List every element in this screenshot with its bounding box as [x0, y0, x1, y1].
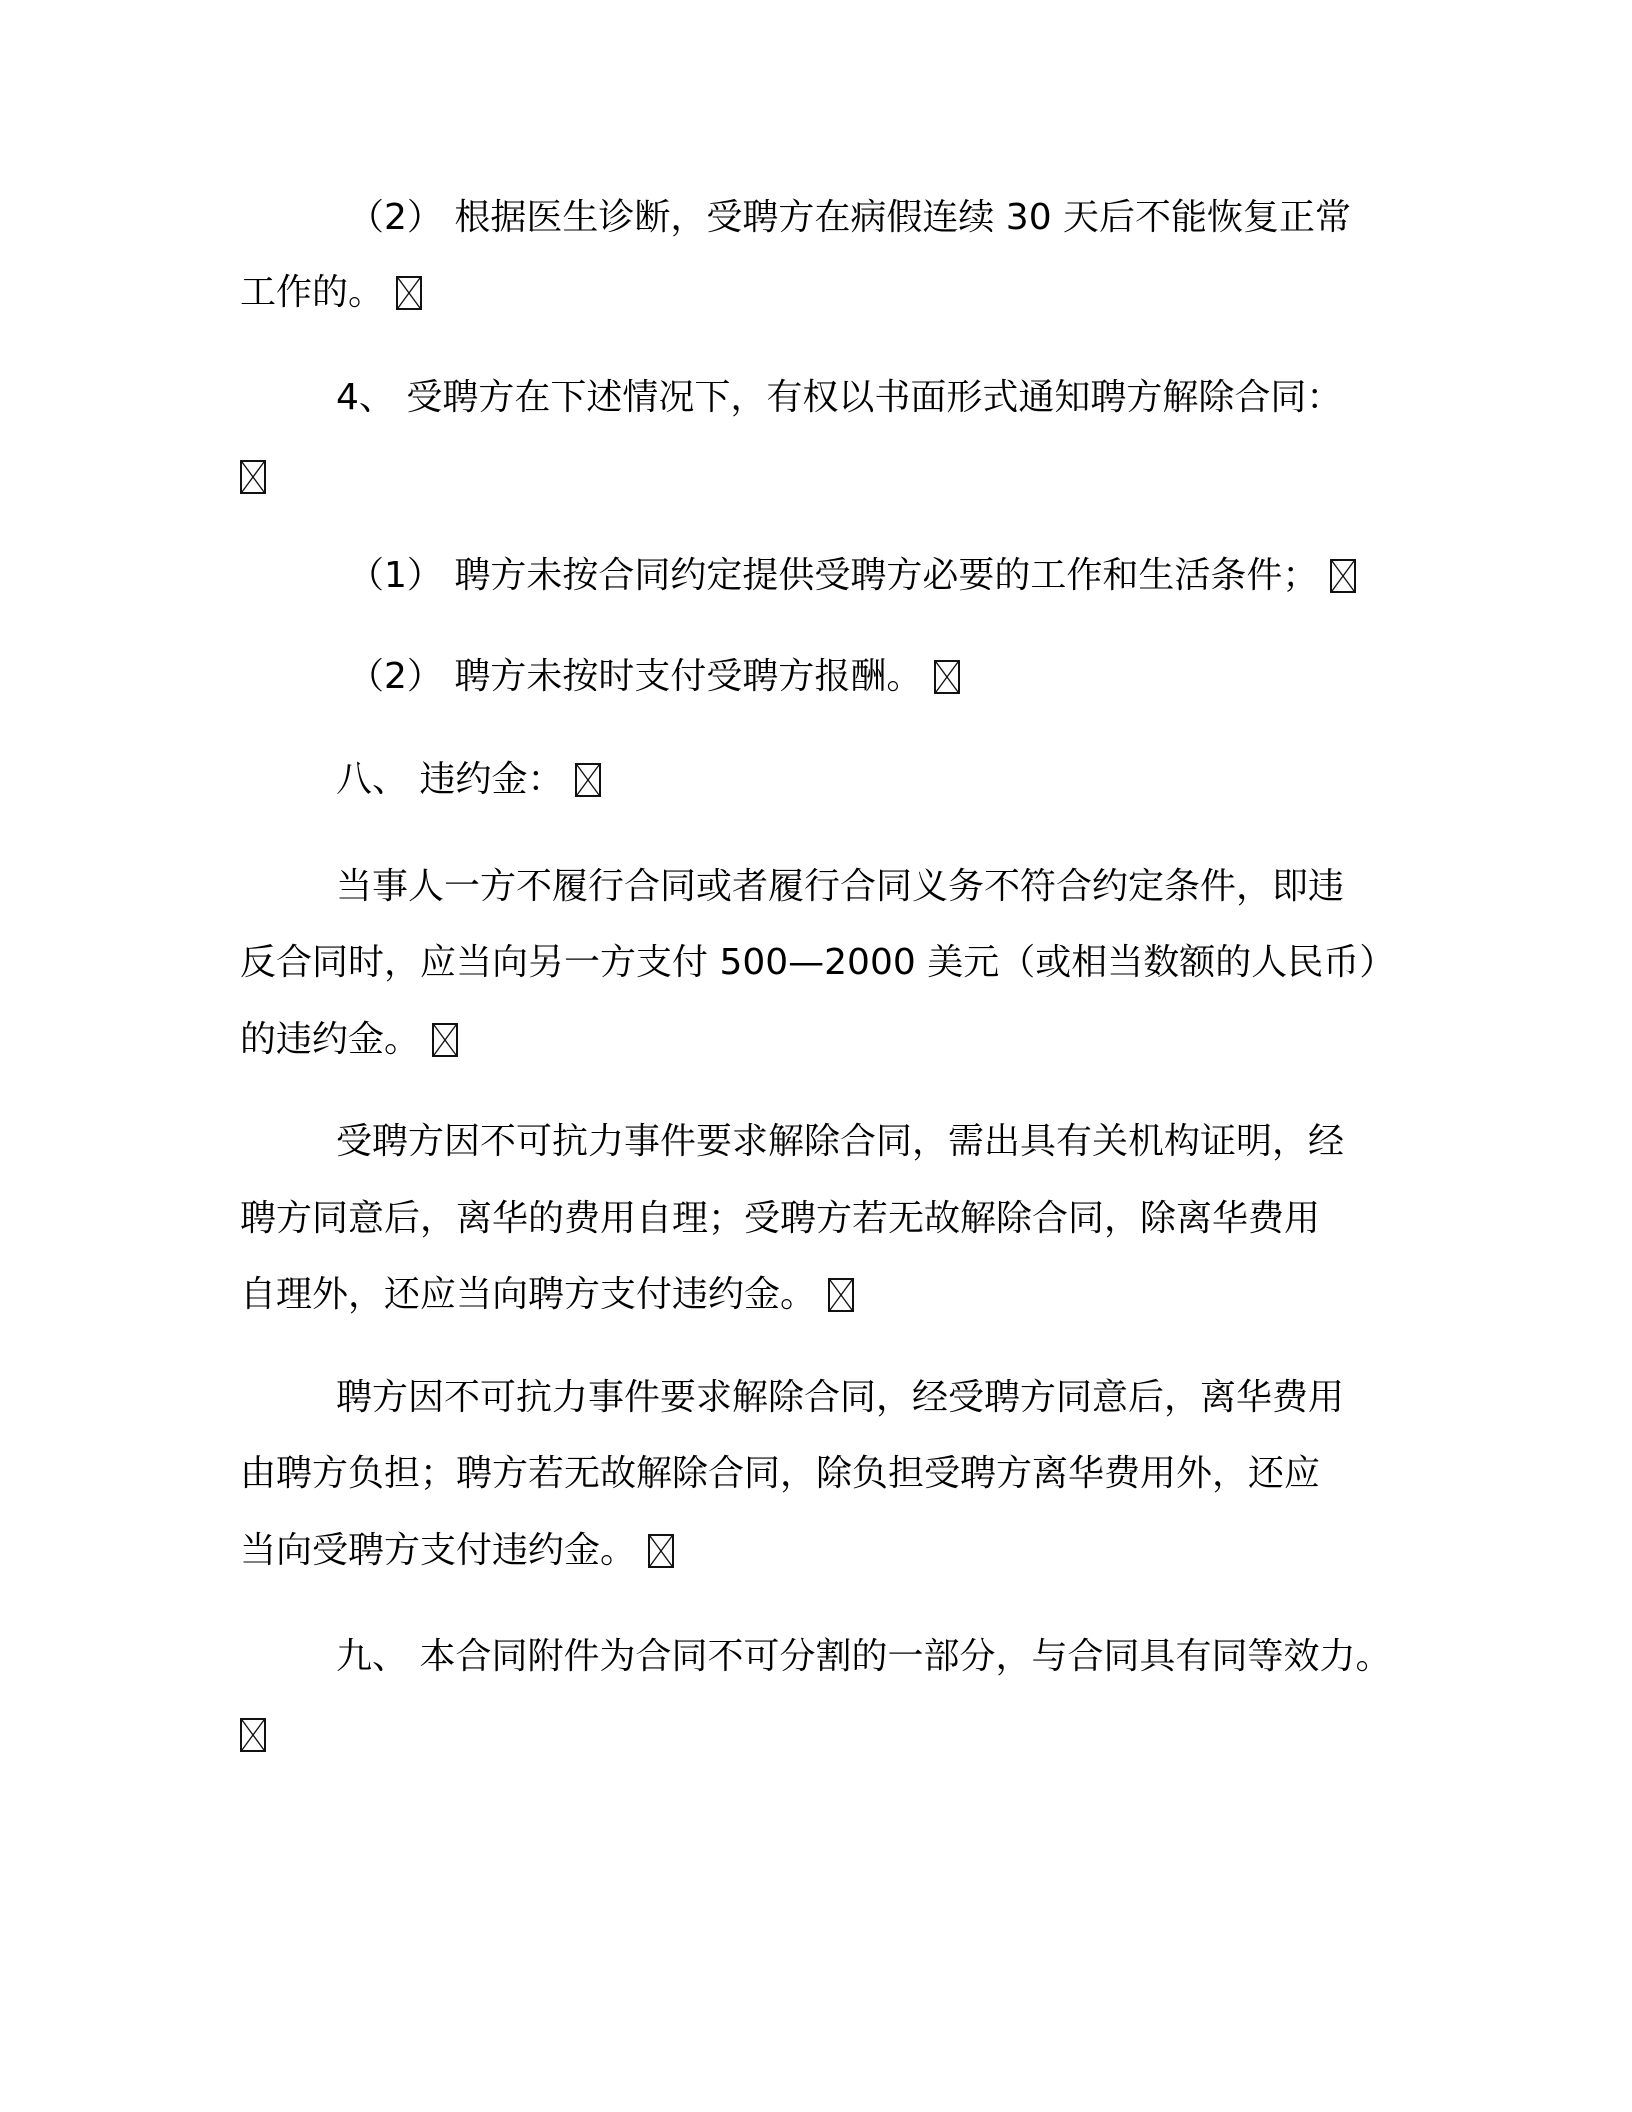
text-line: 受聘方因不可抗力事件要求解除合同，需出具有关机构证明，经 — [336, 1121, 1345, 1162]
text-line: （1） 聘方未按合同约定提供受聘方必要的工作和生活条件； — [348, 555, 1319, 596]
paragraph-line — [336, 1373, 1344, 1423]
text-line: 九、 本合同附件为合同不可分割的一部分，与合同具有同等效力。 — [336, 1636, 1392, 1677]
missing-glyph-box-icon — [828, 1278, 854, 1312]
missing-glyph-box-icon — [240, 460, 266, 494]
paragraph-line — [240, 268, 422, 318]
paragraph-line — [240, 1449, 1320, 1499]
text-line: 八、 违约金： — [336, 759, 564, 800]
text-line: 由聘方负担；聘方若无故解除合同，除负担受聘方离华费用外，还应 — [240, 1453, 1321, 1494]
paragraph-line — [348, 652, 960, 702]
paragraph-line — [240, 452, 266, 502]
missing-glyph-box-icon — [575, 763, 601, 797]
text-line: （2） 根据医生诊断，受聘方在病假连续 30 天后不能恢复正常 — [348, 197, 1352, 238]
paragraph-line — [240, 1710, 266, 1760]
missing-glyph-box-icon — [1330, 559, 1356, 593]
paragraph-line — [348, 551, 1356, 601]
text-line: （2） 聘方未按时支付受聘方报酬。 — [348, 656, 923, 697]
text-line: 聘方同意后，离华的费用自理；受聘方若无故解除合同，除离华费用 — [240, 1198, 1321, 1239]
paragraph-line — [240, 1194, 1320, 1244]
text-line: 4、 受聘方在下述情况下，有权以书面形式通知聘方解除合同： — [336, 377, 1343, 418]
text-line: 反合同时，应当向另一方支付 500—2000 美元（或相当数额的人民币） — [240, 942, 1396, 983]
text-line: 的违约金。 — [240, 1019, 421, 1060]
paragraph-line — [240, 1015, 458, 1065]
paragraph-line — [336, 373, 1342, 423]
paragraph-line — [240, 1526, 674, 1576]
text-line: 自理外，还应当向聘方支付违约金。 — [240, 1274, 817, 1315]
missing-glyph-box-icon — [648, 1534, 674, 1568]
missing-glyph-box-icon — [934, 660, 960, 694]
missing-glyph-box-icon — [240, 1718, 266, 1752]
paragraph-line — [240, 938, 1395, 988]
paragraph-line — [348, 193, 1351, 243]
missing-glyph-box-icon — [432, 1023, 458, 1057]
section-heading — [336, 1632, 1391, 1682]
missing-glyph-box-icon — [396, 276, 422, 310]
paragraph-line — [240, 1270, 854, 1320]
text-line: 当事人一方不履行合同或者履行合同义务不符合约定条件，即违 — [336, 866, 1345, 907]
paragraph-line — [336, 1117, 1344, 1167]
text-line: 工作的。 — [240, 272, 385, 313]
text-line: 当向受聘方支付违约金。 — [240, 1530, 637, 1571]
paragraph-line — [336, 862, 1344, 912]
text-line: 聘方因不可抗力事件要求解除合同，经受聘方同意后，离华费用 — [336, 1377, 1345, 1418]
section-heading — [336, 755, 601, 805]
